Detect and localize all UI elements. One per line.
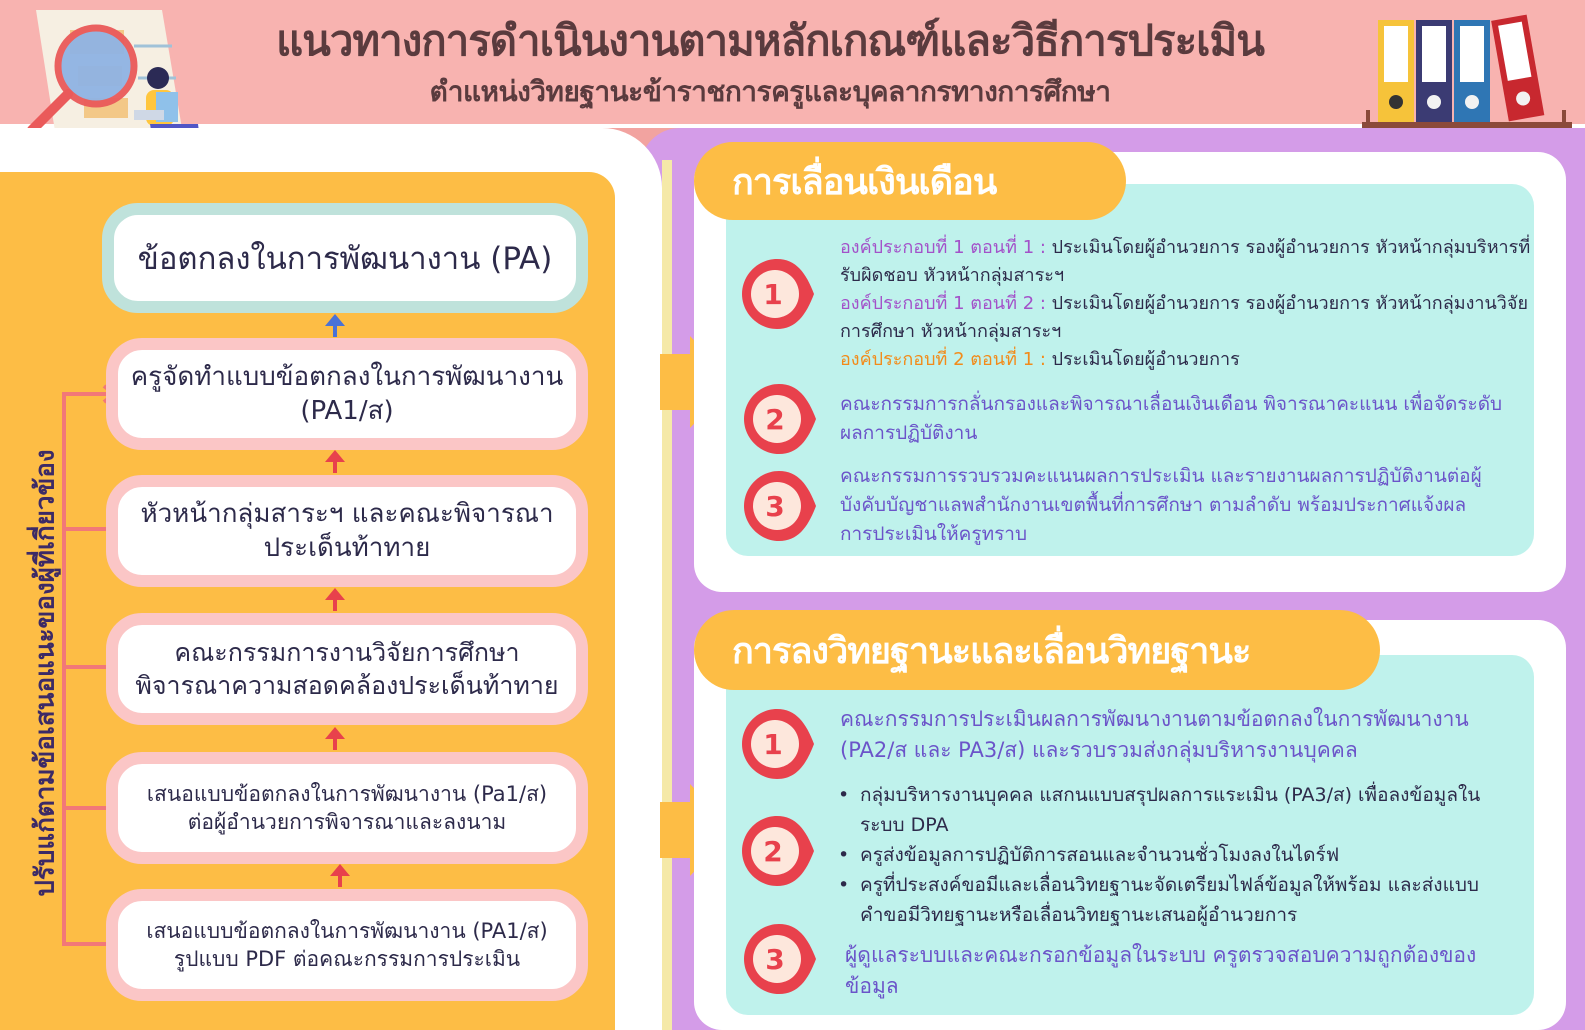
binders-illustration <box>1362 10 1572 140</box>
step-text: คณะกรรมการงานวิจัยการศึกษา <box>174 638 520 667</box>
list-item: • ครูที่ประสงค์ขอมีและเลื่อนวิทยฐานะจัดเตรียมไฟล์ข้อมูลให้พร้อม และส่งแบบ คำขอมีวิทยฐานะหรือเลื่อนวิทยฐานะเสนอผู้อำนวยการ <box>838 870 1528 930</box>
arrow-stem <box>333 325 337 337</box>
arrow-stem <box>333 738 337 750</box>
salary-section-title: การเลื่อนเงินเดือน <box>694 142 1126 220</box>
step-text: ประเด็นท้าทาย <box>263 533 431 563</box>
page-subtitle: ตำแหน่งวิทยฐานะข้าราชการครูและบุคลากรทางการศึกษา <box>429 75 1111 108</box>
salary-item-2: คณะกรรมการกลั่นกรองและพิจารณาเลื่อนเงินเดือน พิจารณาคะแนน เพื่อจัดระดับ ผลการปฏิบัติงาน <box>840 393 1503 444</box>
step-text: เสนอแบบข้อตกลงในการพัฒนางาน (PA1/ส) <box>146 919 548 943</box>
step-research-committee <box>106 613 588 725</box>
step-text: ครูจัดทำแบบข้อตกลงในการพัฒนางาน <box>130 362 564 392</box>
list-item: • กลุ่มบริหารงานบุคคล แสกนแบบสรุปผลการแระเมิน (PA3/ส) เพื่อลงข้อมูลใน ระบบ DPA <box>838 780 1528 840</box>
arrow-stem <box>333 461 337 473</box>
step-text: หัวหน้ากลุ่มสาระฯ และคณะพิจารณา <box>140 499 554 529</box>
step-text: ข้อตกลงในการพัฒนางาน (PA) <box>137 241 553 277</box>
feedback-loop-label: ปรับแก้ตามข้อเสนอแนะของผู้ที่เกี่ยวข้อง <box>30 448 61 897</box>
step-director-sign <box>106 752 588 864</box>
step-pa-agreement <box>102 203 588 313</box>
step-badge: 1 <box>738 705 816 783</box>
page-title: แนวทางการดำเนินงานตามหลักเกณฑ์และวิธีการประเมิน <box>276 16 1264 65</box>
academic-item-1: คณะกรรมการประเมินผลการพัฒนางานตามข้อตกลงในการพัฒนางาน (PA2/ส และ PA3/ส) และรวบรวมส่งกลุ่มบริหารงานบุคคล <box>840 707 1469 762</box>
step-text: พิจารณาความสอดคล้องประเด็นท้าทาย <box>135 671 559 700</box>
academic-item-3: ผู้ดูแลระบบและคณะกรอกข้อมูลในระบบ ครูตรวจสอบความถูกต้องของ ข้อมูล <box>845 943 1477 998</box>
salary-item-1: องค์ประกอบที่ 1 ตอนที่ 1 : ประเมินโดยผู้อำนวยการ รองผู้อำนวยการ หัวหน้ากลุ่มบริหารที่ รับผิดชอบ หัวหน้ากลุ่มสาระฯ องค์ประกอบที่ 1 ตอนที่ 2 : ประเมินโดยผู้อำนวยการ รองผู้อำนวยการ หัวหน้ากลุ่มงานวิจัย การศึกษา หัวหน้ากลุ่มสาระฯ องค์ประกอบที่ 2 ตอนที่ 1 : ประเมินโดยผู้อำนวยการ <box>840 237 1531 370</box>
step-badge: 1 <box>738 255 816 333</box>
step-badge: 3 <box>740 467 818 545</box>
step-badge: 2 <box>740 380 818 458</box>
arrow-stem <box>338 875 342 887</box>
step-pdf-submit <box>106 889 588 1001</box>
salary-item-3: คณะกรรมการรวบรวมคะแนนผลการประเมิน และรายงานผลการปฏิบัติงานต่อผู้ บังคับบัญชาแลพสำนักงานเขตพื้นที่การศึกษา ตามลำดับ พร้อมประกาศแจ้งผล การประเมินให้ครูทราบ <box>840 465 1482 545</box>
step-subject-head-review <box>106 475 588 587</box>
academic-section-title: การลงวิทยฐานะและเลื่อนวิทยฐานะ <box>694 610 1380 690</box>
academic-item-2-list <box>838 780 1528 930</box>
step-badge: 2 <box>738 812 816 890</box>
step-text: (PA1/ส) <box>300 396 394 426</box>
step-text: รูปแบบ PDF ต่อคณะกรรมการประเมิน <box>173 947 521 971</box>
step-teacher-draft <box>106 338 588 450</box>
step-text: เสนอแบบข้อตกลงในการพัฒนางาน (Pa1/ส) <box>146 782 548 806</box>
step-text: ต่อผู้อำนวยการพิจารณาและลงนาม <box>187 810 507 834</box>
left-panel-shadow <box>662 160 672 1030</box>
step-badge: 3 <box>740 920 818 998</box>
arrow-stem <box>333 599 337 611</box>
list-item: • ครูส่งข้อมูลการปฏิบัติการสอนและจำนวนชั่วโมงลงในไดร์ฟ <box>838 840 1528 870</box>
